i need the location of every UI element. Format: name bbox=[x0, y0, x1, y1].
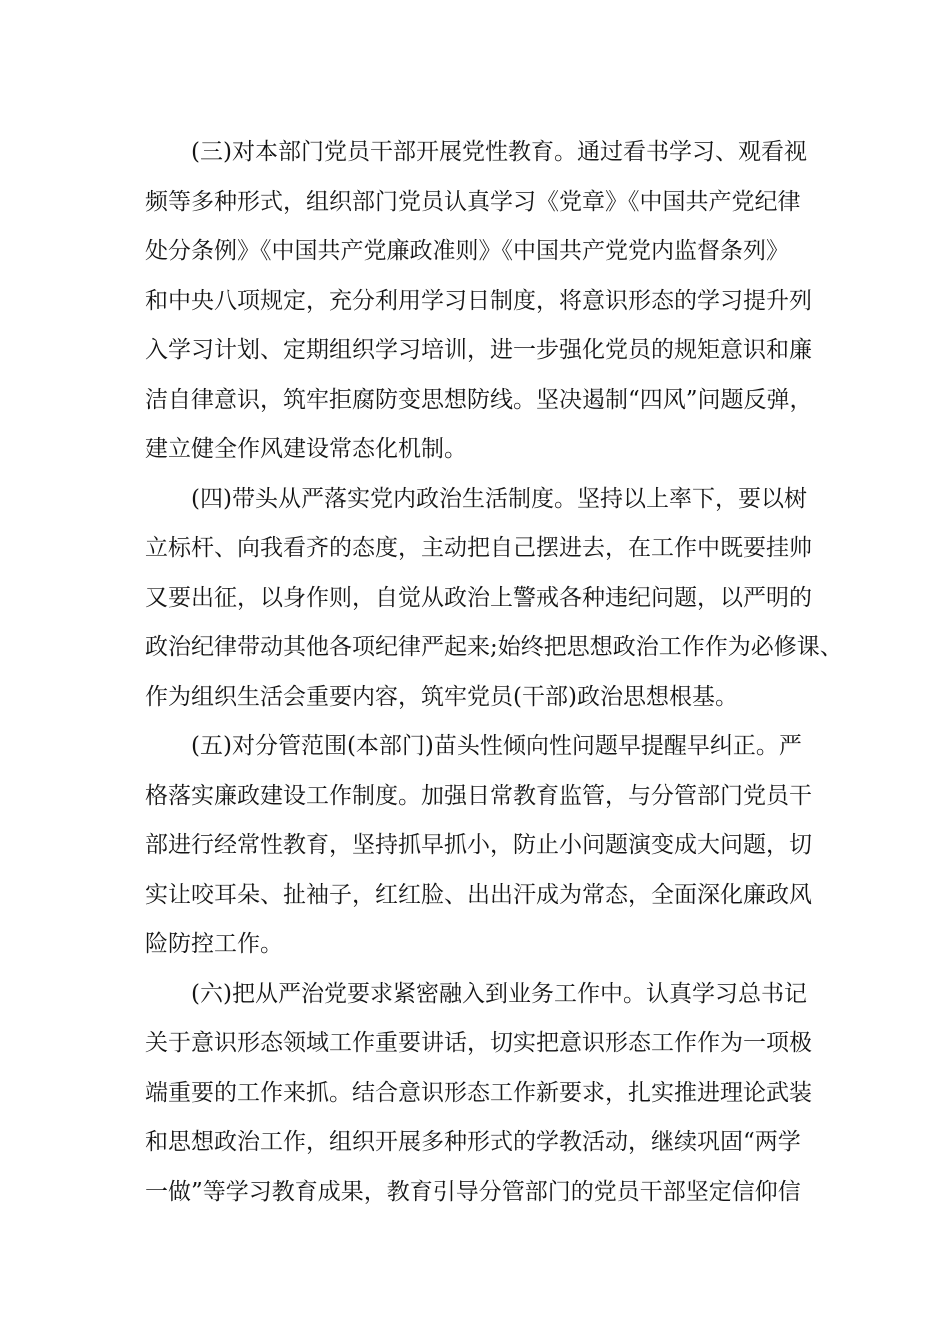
text-line: 和思想政治工作，组织开展多种形式的学教活动，继续巩固“两学 bbox=[145, 1129, 801, 1155]
text-line: 险防控工作。 bbox=[145, 931, 283, 957]
text-line: 一做”等学习教育成果，教育引导分管部门的党员干部坚定信仰信 bbox=[145, 1178, 801, 1205]
text-line: (六)把从严治党要求紧密融入到业务工作中。认真学习总书记 bbox=[191, 980, 807, 1007]
text-line: 端重要的工作来抓。结合意识形态工作新要求，扎实推进理论武装 bbox=[145, 1079, 812, 1106]
text-line: (四)带头从严落实党内政治生活制度。坚持以上率下，要以树 bbox=[191, 485, 807, 512]
text-line: 和中央八项规定，充分利用学习日制度，将意识形态的学习提升列 bbox=[145, 287, 812, 314]
text-line: 处分条例》《中国共产党廉政准则》《中国共产党党内监督条列》 bbox=[145, 238, 789, 264]
paragraph-6 bbox=[145, 970, 825, 1218]
paragraph-4 bbox=[145, 475, 843, 723]
text-line: 作为组织生活会重要内容，筑牢党员(干部)政治思想根基。 bbox=[145, 683, 738, 710]
text-line: 建立健全作风建设常态化机制。 bbox=[145, 436, 467, 462]
text-line: 频等多种形式，组织部门党员认真学习《党章》《中国共产党纪律 bbox=[145, 188, 801, 215]
text-line: 部进行经常性教育，坚持抓早抓小，防止小问题演变成大问题，切 bbox=[145, 832, 812, 858]
text-line: 又要出征，以身作则，自觉从政治上警戒各种违纪问题，以严明的 bbox=[145, 584, 812, 611]
text-line: (五)对分管范围(本部门)苗头性倾向性问题早提醒早纠正。严 bbox=[191, 733, 802, 759]
text-line: 实让咬耳朵、扯袖子，红红脸、出出汗成为常态，全面深化廉政风 bbox=[145, 881, 812, 908]
document-body bbox=[145, 128, 843, 1217]
paragraph-3 bbox=[145, 128, 825, 475]
text-line: 洁自律意识，筑牢拒腐防变思想防线。坚决遏制“四风”问题反弹， bbox=[145, 386, 813, 413]
text-line: (三)对本部门党员干部开展党性教育。通过看书学习、观看视 bbox=[191, 139, 807, 165]
text-line: 入学习计划、定期组织学习培训，进一步强化党员的规矩意识和廉 bbox=[145, 337, 812, 363]
text-line: 格落实廉政建设工作制度。加强日常教育监管，与分管部门党员干 bbox=[145, 782, 812, 809]
paragraph-5 bbox=[145, 722, 825, 970]
text-line: 关于意识形态领域工作重要讲话，切实把意识形态工作作为一项极 bbox=[145, 1030, 812, 1056]
text-line: 政治纪律带动其他各项纪律严起来;始终把思想政治工作作为必修课、 bbox=[145, 634, 843, 660]
text-line: 立标杆、向我看齐的态度，主动把自己摆进去，在工作中既要挂帅 bbox=[145, 535, 812, 561]
